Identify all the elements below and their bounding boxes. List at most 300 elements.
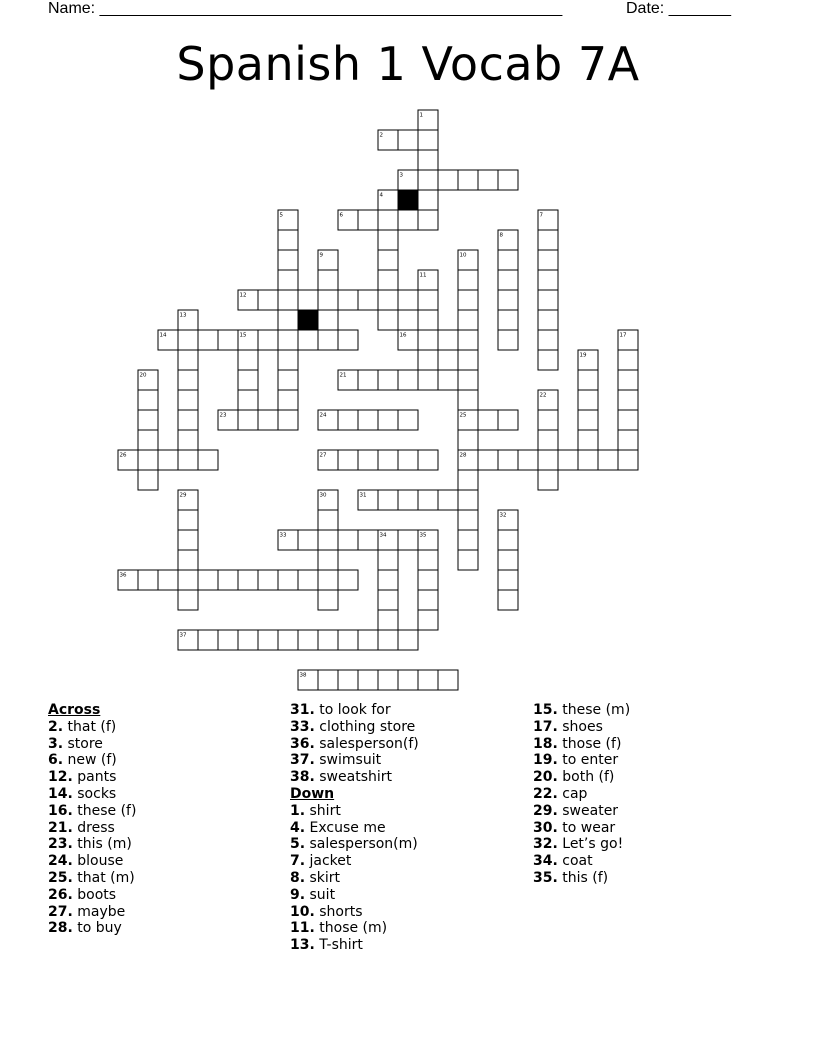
grid-cell[interactable] — [358, 210, 378, 230]
clue-text: Excuse me — [305, 819, 386, 836]
clue-item — [48, 719, 136, 736]
clue-number: 38. — [290, 769, 315, 786]
grid-cell[interactable] — [438, 330, 458, 350]
clue-item — [290, 752, 419, 769]
grid-cell[interactable] — [418, 570, 438, 590]
grid-cell[interactable] — [418, 610, 438, 630]
grid-cell[interactable] — [458, 290, 478, 310]
grid-cell[interactable] — [258, 570, 278, 590]
grid-cell[interactable] — [338, 670, 358, 690]
grid-cell[interactable] — [618, 430, 638, 450]
clue-text: both (f) — [557, 769, 615, 786]
grid-cell[interactable] — [538, 470, 558, 490]
grid-cell[interactable] — [298, 290, 318, 310]
grid-cell[interactable] — [318, 310, 338, 330]
grid-number: 1 — [419, 112, 423, 119]
grid-number: 27 — [319, 452, 327, 459]
clue-item — [48, 820, 136, 837]
grid-cell[interactable] — [318, 270, 338, 290]
grid-cell[interactable] — [418, 350, 438, 370]
grid-cell[interactable] — [158, 570, 178, 590]
clue-item — [48, 769, 136, 786]
grid-cell[interactable] — [538, 410, 558, 430]
grid-cell[interactable] — [398, 630, 418, 650]
grid-cell[interactable] — [318, 410, 338, 430]
clue-item — [533, 736, 630, 753]
clue-item — [290, 702, 419, 719]
grid-cell[interactable] — [538, 250, 558, 270]
grid-cell[interactable] — [418, 310, 438, 330]
grid-cell[interactable] — [318, 590, 338, 610]
grid-cell[interactable] — [378, 490, 398, 510]
grid-cell[interactable] — [538, 210, 558, 230]
grid-number: 31 — [359, 492, 367, 499]
grid-cell[interactable] — [538, 230, 558, 250]
grid-cell[interactable] — [458, 310, 478, 330]
grid-cell[interactable] — [198, 330, 218, 350]
grid-cell[interactable] — [378, 550, 398, 570]
grid-cell[interactable] — [318, 670, 338, 690]
grid-cell[interactable] — [238, 630, 258, 650]
clue-text: skirt — [305, 869, 341, 886]
clue-number: 24. — [48, 853, 73, 870]
grid-cell[interactable] — [318, 570, 338, 590]
grid-cell-black — [298, 310, 318, 330]
grid-cell[interactable] — [238, 390, 258, 410]
grid-cell[interactable] — [378, 190, 398, 210]
grid-cell[interactable] — [358, 410, 378, 430]
grid-cell[interactable] — [238, 290, 258, 310]
grid-cell[interactable] — [318, 550, 338, 570]
grid-cell[interactable] — [278, 270, 298, 290]
grid-cell[interactable] — [178, 410, 198, 430]
grid-cell[interactable] — [338, 210, 358, 230]
clue-text: these (f) — [72, 802, 137, 819]
grid-cell[interactable] — [298, 570, 318, 590]
clue-item — [290, 920, 419, 937]
grid-cell[interactable] — [518, 450, 538, 470]
grid-cell[interactable] — [458, 170, 478, 190]
grid-cell[interactable] — [338, 530, 358, 550]
grid-cell[interactable] — [178, 310, 198, 330]
grid-cell[interactable] — [478, 410, 498, 430]
grid-cell[interactable] — [258, 330, 278, 350]
grid-cell[interactable] — [218, 410, 238, 430]
grid-cell[interactable] — [438, 170, 458, 190]
grid-cell[interactable] — [298, 630, 318, 650]
grid-cell[interactable] — [158, 330, 178, 350]
grid-cell[interactable] — [478, 450, 498, 470]
grid-cell[interactable] — [318, 250, 338, 270]
grid-cell[interactable] — [458, 530, 478, 550]
grid-cell[interactable] — [458, 410, 478, 430]
grid-cell[interactable] — [238, 330, 258, 350]
grid-number: 11 — [419, 272, 427, 279]
grid-number: 22 — [539, 392, 547, 399]
grid-cell[interactable] — [298, 670, 318, 690]
clue-text: clothing store — [314, 718, 416, 735]
grid-cell[interactable] — [238, 350, 258, 370]
grid-number: 26 — [119, 452, 127, 459]
grid-cell[interactable] — [338, 330, 358, 350]
grid-cell[interactable] — [458, 510, 478, 530]
grid-cell[interactable] — [398, 330, 418, 350]
grid-cell[interactable] — [378, 570, 398, 590]
grid-number: 5 — [279, 212, 283, 219]
grid-cell[interactable] — [218, 570, 238, 590]
grid-cell[interactable] — [418, 290, 438, 310]
clue-text: maybe — [72, 903, 126, 920]
grid-cell[interactable] — [398, 130, 418, 150]
grid-cell[interactable] — [338, 290, 358, 310]
grid-cell[interactable] — [458, 330, 478, 350]
grid-cell[interactable] — [458, 450, 478, 470]
clue-text: suit — [305, 886, 336, 903]
clue-item — [533, 820, 630, 837]
grid-cell[interactable] — [338, 450, 358, 470]
grid-cell[interactable] — [238, 410, 258, 430]
grid-cell[interactable] — [218, 630, 238, 650]
clue-item — [533, 853, 630, 870]
clue-item — [533, 752, 630, 769]
grid-cell[interactable] — [318, 530, 338, 550]
grid-cell[interactable] — [278, 410, 298, 430]
clue-item — [48, 870, 136, 887]
grid-number: 28 — [459, 452, 467, 459]
grid-cell[interactable] — [378, 370, 398, 390]
grid-cell[interactable] — [498, 230, 518, 250]
grid-cell[interactable] — [178, 530, 198, 550]
grid-cell[interactable] — [498, 250, 518, 270]
grid-cell[interactable] — [498, 270, 518, 290]
clue-number: 13. — [290, 937, 315, 954]
grid-cell[interactable] — [458, 250, 478, 270]
clues-column-1 — [48, 702, 136, 937]
grid-cell[interactable] — [438, 670, 458, 690]
grid-cell[interactable] — [178, 630, 198, 650]
grid-cell[interactable] — [138, 570, 158, 590]
down-heading: Down — [290, 785, 335, 802]
grid-cell[interactable] — [578, 450, 598, 470]
grid-cell[interactable] — [358, 630, 378, 650]
grid-cell[interactable] — [178, 390, 198, 410]
grid-cell[interactable] — [278, 250, 298, 270]
grid-cell[interactable] — [278, 370, 298, 390]
grid-cell[interactable] — [458, 470, 478, 490]
grid-cell[interactable] — [218, 330, 238, 350]
grid-cell[interactable] — [438, 370, 458, 390]
grid-cell[interactable] — [378, 610, 398, 630]
grid-cell[interactable] — [618, 390, 638, 410]
grid-cell[interactable] — [578, 350, 598, 370]
grid-cell[interactable] — [498, 530, 518, 550]
grid-cell[interactable] — [278, 230, 298, 250]
grid-cell[interactable] — [498, 410, 518, 430]
grid-number: 15 — [239, 332, 247, 339]
grid-cell[interactable] — [198, 630, 218, 650]
clue-item — [290, 719, 419, 736]
grid-cell[interactable] — [118, 570, 138, 590]
grid-number: 10 — [459, 252, 467, 259]
grid-cell[interactable] — [498, 590, 518, 610]
grid-cell[interactable] — [498, 310, 518, 330]
grid-cell[interactable] — [298, 530, 318, 550]
grid-cell[interactable] — [178, 510, 198, 530]
grid-cell[interactable] — [318, 290, 338, 310]
grid-cell[interactable] — [558, 450, 578, 470]
clues-column-2 — [290, 702, 419, 954]
grid-cell[interactable] — [478, 170, 498, 190]
grid-cell[interactable] — [538, 330, 558, 350]
grid-cell[interactable] — [578, 430, 598, 450]
grid-cell[interactable] — [418, 110, 438, 130]
grid-cell[interactable] — [378, 530, 398, 550]
clue-item — [290, 853, 419, 870]
grid-number: 38 — [299, 672, 307, 679]
grid-cell[interactable] — [538, 450, 558, 470]
clue-number: 32. — [533, 836, 558, 853]
clue-item — [533, 836, 630, 853]
grid-cell[interactable] — [458, 430, 478, 450]
clue-text: store — [63, 735, 103, 752]
grid-cell[interactable] — [278, 570, 298, 590]
grid-cell[interactable] — [498, 450, 518, 470]
grid-cell[interactable] — [458, 550, 478, 570]
grid-cell[interactable] — [418, 370, 438, 390]
grid-cell[interactable] — [398, 170, 418, 190]
grid-cell[interactable] — [238, 370, 258, 390]
grid-cell[interactable] — [438, 490, 458, 510]
clue-item — [290, 904, 419, 921]
clue-number: 30. — [533, 819, 558, 836]
grid-cell[interactable] — [358, 450, 378, 470]
grid-cell[interactable] — [538, 270, 558, 290]
grid-cell[interactable] — [398, 370, 418, 390]
grid-cell[interactable] — [498, 550, 518, 570]
grid-cell[interactable] — [458, 370, 478, 390]
grid-cell[interactable] — [458, 270, 478, 290]
grid-number: 14 — [159, 332, 167, 339]
clue-text: coat — [557, 853, 593, 870]
grid-cell[interactable] — [398, 450, 418, 470]
grid-cell[interactable] — [358, 490, 378, 510]
clue-text: to wear — [557, 819, 616, 836]
grid-cell[interactable] — [498, 330, 518, 350]
grid-cell[interactable] — [178, 330, 198, 350]
grid-cell[interactable] — [538, 310, 558, 330]
clue-text: those (m) — [314, 920, 388, 937]
grid-cell[interactable] — [498, 170, 518, 190]
grid-cell[interactable] — [578, 370, 598, 390]
grid-cell[interactable] — [338, 630, 358, 650]
grid-cell[interactable] — [198, 450, 218, 470]
clue-item — [290, 769, 419, 786]
grid-cell[interactable] — [378, 130, 398, 150]
grid-cell[interactable] — [398, 410, 418, 430]
grid-cell[interactable] — [278, 330, 298, 350]
grid-cell[interactable] — [578, 390, 598, 410]
grid-cell[interactable] — [418, 450, 438, 470]
grid-cell[interactable] — [198, 570, 218, 590]
clue-number: 16. — [48, 802, 73, 819]
grid-cell[interactable] — [618, 350, 638, 370]
grid-cell[interactable] — [618, 410, 638, 430]
grid-cell[interactable] — [378, 310, 398, 330]
clue-text: new (f) — [63, 752, 117, 769]
clue-text: cap — [557, 785, 588, 802]
grid-cell[interactable] — [618, 450, 638, 470]
clue-item — [48, 904, 136, 921]
grid-cell[interactable] — [178, 350, 198, 370]
grid-cell[interactable] — [138, 430, 158, 450]
grid-cell[interactable] — [378, 230, 398, 250]
grid-cell[interactable] — [138, 410, 158, 430]
grid-cell[interactable] — [338, 370, 358, 390]
clue-text: swimsuit — [314, 752, 382, 769]
grid-cell[interactable] — [278, 310, 298, 330]
grid-cell-black — [398, 190, 418, 210]
grid-cell[interactable] — [318, 510, 338, 530]
grid-cell[interactable] — [178, 490, 198, 510]
grid-cell[interactable] — [418, 150, 438, 170]
clue-number: 36. — [290, 735, 315, 752]
grid-cell[interactable] — [618, 330, 638, 350]
grid-number: 36 — [119, 572, 127, 579]
grid-cell[interactable] — [538, 290, 558, 310]
grid-cell[interactable] — [118, 450, 138, 470]
clues-column-3 — [533, 702, 630, 887]
grid-cell[interactable] — [378, 410, 398, 430]
grid-cell[interactable] — [378, 250, 398, 270]
grid-cell[interactable] — [378, 670, 398, 690]
grid-cell[interactable] — [318, 330, 338, 350]
grid-cell[interactable] — [398, 530, 418, 550]
grid-cell[interactable] — [458, 490, 478, 510]
grid-cell[interactable] — [498, 510, 518, 530]
grid-cell[interactable] — [418, 190, 438, 210]
grid-cell[interactable] — [578, 410, 598, 430]
clue-text: those (f) — [557, 735, 622, 752]
grid-cell[interactable] — [178, 590, 198, 610]
grid-cell[interactable] — [258, 290, 278, 310]
grid-number: 37 — [179, 632, 187, 639]
grid-cell[interactable] — [278, 210, 298, 230]
grid-cell[interactable] — [538, 430, 558, 450]
grid-cell[interactable] — [358, 370, 378, 390]
clue-item — [48, 803, 136, 820]
grid-cell[interactable] — [138, 390, 158, 410]
grid-cell[interactable] — [318, 450, 338, 470]
grid-cell[interactable] — [498, 290, 518, 310]
grid-cell[interactable] — [498, 570, 518, 590]
grid-number: 34 — [379, 532, 387, 539]
grid-cell[interactable] — [598, 450, 618, 470]
grid-cell[interactable] — [398, 290, 418, 310]
grid-cell[interactable] — [278, 630, 298, 650]
grid-cell[interactable] — [138, 470, 158, 490]
grid-cell[interactable] — [378, 210, 398, 230]
grid-cell[interactable] — [358, 670, 378, 690]
grid-cell[interactable] — [318, 490, 338, 510]
grid-cell[interactable] — [278, 530, 298, 550]
clue-text: T-shirt — [314, 937, 363, 954]
grid-cell[interactable] — [418, 170, 438, 190]
grid-cell[interactable] — [178, 550, 198, 570]
grid-cell[interactable] — [538, 390, 558, 410]
grid-cell[interactable] — [418, 530, 438, 550]
grid-cell[interactable] — [378, 590, 398, 610]
grid-cell[interactable] — [458, 390, 478, 410]
grid-cell[interactable] — [278, 290, 298, 310]
grid-cell[interactable] — [318, 630, 338, 650]
clue-text: this (f) — [557, 869, 609, 886]
grid-cell[interactable] — [278, 390, 298, 410]
grid-cell[interactable] — [418, 590, 438, 610]
clue-number: 2. — [48, 718, 64, 735]
grid-cell[interactable] — [418, 210, 438, 230]
grid-cell[interactable] — [238, 570, 258, 590]
clue-item — [48, 920, 136, 937]
grid-cell[interactable] — [418, 130, 438, 150]
grid-cell[interactable] — [178, 570, 198, 590]
grid-cell[interactable] — [178, 450, 198, 470]
grid-cell[interactable] — [178, 370, 198, 390]
grid-cell[interactable] — [358, 530, 378, 550]
grid-cell[interactable] — [138, 450, 158, 470]
grid-cell[interactable] — [418, 670, 438, 690]
grid-cell[interactable] — [398, 210, 418, 230]
clue-item — [533, 786, 630, 803]
grid-cell[interactable] — [258, 630, 278, 650]
clue-text: dress — [72, 819, 115, 836]
grid-number: 33 — [279, 532, 287, 539]
grid-cell[interactable] — [178, 430, 198, 450]
grid-cell[interactable] — [538, 350, 558, 370]
grid-cell[interactable] — [358, 290, 378, 310]
grid-cell[interactable] — [338, 410, 358, 430]
clue-text: salesperson(m) — [305, 836, 418, 853]
grid-cell[interactable] — [378, 290, 398, 310]
grid-cell[interactable] — [418, 550, 438, 570]
clue-number: 33. — [290, 718, 315, 735]
grid-cell[interactable] — [378, 630, 398, 650]
grid-cell[interactable] — [158, 450, 178, 470]
clue-number: 18. — [533, 735, 558, 752]
grid-number: 4 — [379, 192, 383, 199]
grid-cell[interactable] — [338, 570, 358, 590]
clue-item — [290, 736, 419, 753]
clue-number: 12. — [48, 769, 73, 786]
clue-number: 20. — [533, 769, 558, 786]
name-field-label: Name: ____________________________________________________ — [48, 0, 563, 17]
clue-number: 29. — [533, 802, 558, 819]
grid-cell[interactable] — [278, 350, 298, 370]
grid-cell[interactable] — [378, 450, 398, 470]
grid-cell[interactable] — [398, 490, 418, 510]
clue-number: 26. — [48, 886, 73, 903]
clue-text: salesperson(f) — [314, 735, 419, 752]
grid-cell[interactable] — [618, 370, 638, 390]
grid-cell[interactable] — [458, 350, 478, 370]
grid-cell[interactable] — [418, 490, 438, 510]
grid-cell[interactable] — [258, 410, 278, 430]
grid-cell[interactable] — [398, 670, 418, 690]
grid-cell[interactable] — [138, 370, 158, 390]
grid-cell[interactable] — [378, 270, 398, 290]
grid-cell[interactable] — [298, 330, 318, 350]
grid-cell[interactable] — [418, 270, 438, 290]
grid-cell[interactable] — [418, 330, 438, 350]
